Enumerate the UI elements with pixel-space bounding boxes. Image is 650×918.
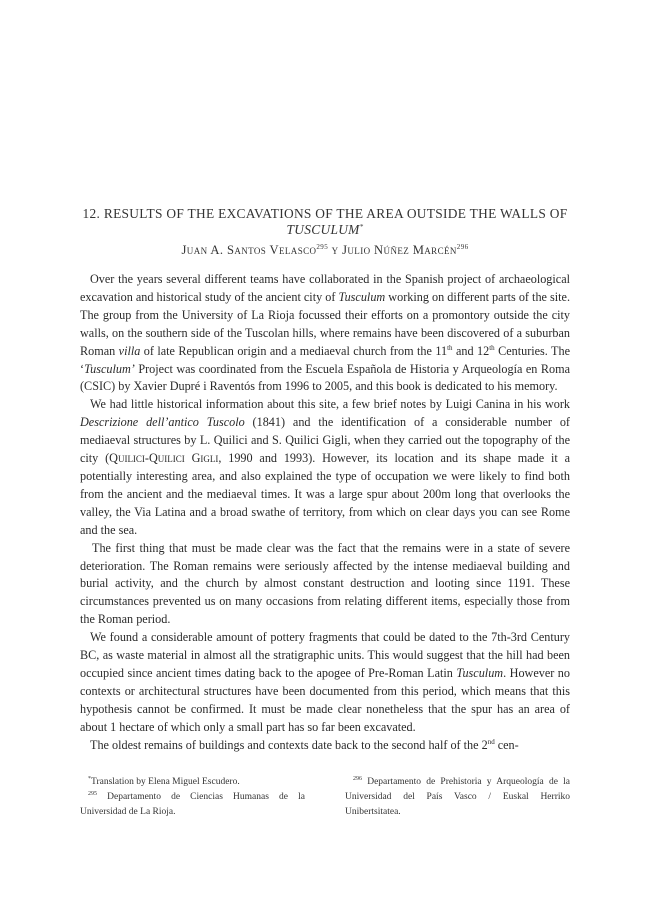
author-1-note-ref: 295: [316, 243, 329, 251]
chapter-title-italic: [60, 222, 590, 238]
author-connector: y: [328, 243, 343, 257]
paragraph-4: [80, 629, 570, 736]
ordinal-suffix: nd: [487, 737, 495, 746]
footnotes-left-column: [80, 775, 305, 820]
text-run: . However no contexts or architectural structures have been documented from this period, which means that this hypothesis cannot be confirmed. It must be made clear nonetheless that the spur has an area of about 1 hectare of which only a small part has so far been excavated.: [80, 665, 570, 734]
footnote-295: [80, 790, 305, 820]
text-run: Project was coordinated from the Escuela Española de Historia y Arqueología en Roma (CSIC) by Xavier Dupré i Raventós from 1996 to 2005, and this book is dedicated to his memory.: [80, 361, 570, 394]
chapter-title-main: 12. RESULTS OF THE EXCAVATIONS OF THE AREA OUTSIDE THE WALLS OF: [82, 206, 568, 221]
text-run: (1841) and the identification of a considerable number of mediaeval structures by L. Quilici and S. Quilici Gigli, when they carried out the topography of the city (: [80, 415, 570, 466]
italic-term: Tusculum: [456, 665, 504, 680]
paragraph-2: [80, 396, 570, 539]
author-2-note-ref: 296: [456, 243, 469, 251]
italic-term: Tusculum’: [84, 361, 135, 376]
footnote-number: 295: [88, 791, 97, 797]
footnotes-right-column: [345, 775, 570, 820]
chapter-title-italic-word: TUSCULUM: [286, 222, 360, 237]
chapter-title: [60, 206, 590, 238]
text-run: working on different parts of the site. The group from the University of La Rioja focussed their efforts on a promontory outside the city walls, on the southern side of the Tuscolan hills, where remains have been discovered of a suburban Roman: [80, 289, 570, 358]
italic-title: Descrizione dell’antico Tuscolo: [80, 415, 245, 430]
footnote-text: Translation by Elena Miguel Escudero.: [91, 777, 240, 787]
footnote-text: Departamento de Prehistoria y Arqueología de la Universidad del País Vasco / Euskal Herriko Unibertsitatea.: [345, 777, 570, 817]
text-run: Over the years several different teams have collaborated in the Spanish project of archaeological excavation and historical study of the ancient city of: [80, 272, 570, 304]
italic-term: villa: [118, 343, 141, 358]
body-text: [80, 271, 570, 754]
author-2: Julio Núñez Marcén: [342, 243, 457, 257]
author-1: Juan A. Santos Velasco: [181, 243, 317, 257]
footnote-296: [345, 775, 570, 820]
text-run: We found a considerable amount of pottery fragments that could be dated to the 7th-3rd Century BC, as waste material in almost all the stratigraphic units. This would suggest that the hill had been occupied since ancient times dating back to the apogee of Pre-Roman Latin: [80, 630, 570, 680]
author-line: [60, 243, 590, 258]
footnote-number: 296: [353, 776, 362, 782]
ordinal-suffix: th: [489, 343, 495, 352]
text-run: , 1990 and 1993). However, its location and its shape made it a potentially interesting area, and also explained the type of occupation we were likely to find both from the ancient and the mediaeval times. It was a large spur about 200m long that overlooks the valley, the Via Latina and a broad swathe of territory, from which on clear days you can see Rome and the sea.: [80, 451, 570, 537]
paragraph-5: [80, 737, 570, 755]
paragraph-3: [80, 540, 570, 630]
ordinal-suffix: th: [447, 343, 453, 352]
translation-note-mark: *: [359, 223, 364, 231]
italic-term: Tusculum: [338, 289, 386, 304]
text-run: of late Republican origin and a mediaeval church from the 11: [140, 343, 448, 358]
footnote-text: Departamento de Ciencias Humanas de la Universidad de La Rioja.: [80, 792, 305, 817]
text-run: We had little historical information about this site, a few brief notes by Luigi Canina in his work: [90, 397, 570, 412]
citation-authors: Quilici-Quilici Gigli: [109, 451, 219, 466]
paragraph-1: [80, 271, 570, 396]
text-run: and 12: [452, 343, 490, 358]
text-run: cen-: [494, 737, 519, 752]
footnote-mark: *: [88, 776, 91, 782]
text-run: The first thing that must be made clear was the fact that the remains were in a state of severe deterioration. The Roman remains were seriously affected by the intense mediaeval building and burial activity, and the church by almost constant destruction and looting since 1191. These circumstances prevented us on many occasions from relating different items, especially those from the Roman period.: [80, 540, 570, 627]
text-run: Centuries. The ‘: [80, 343, 570, 376]
footnote-translation: [80, 775, 305, 790]
text-run: The oldest remains of buildings and contexts date back to the second half of the 2: [90, 737, 488, 752]
